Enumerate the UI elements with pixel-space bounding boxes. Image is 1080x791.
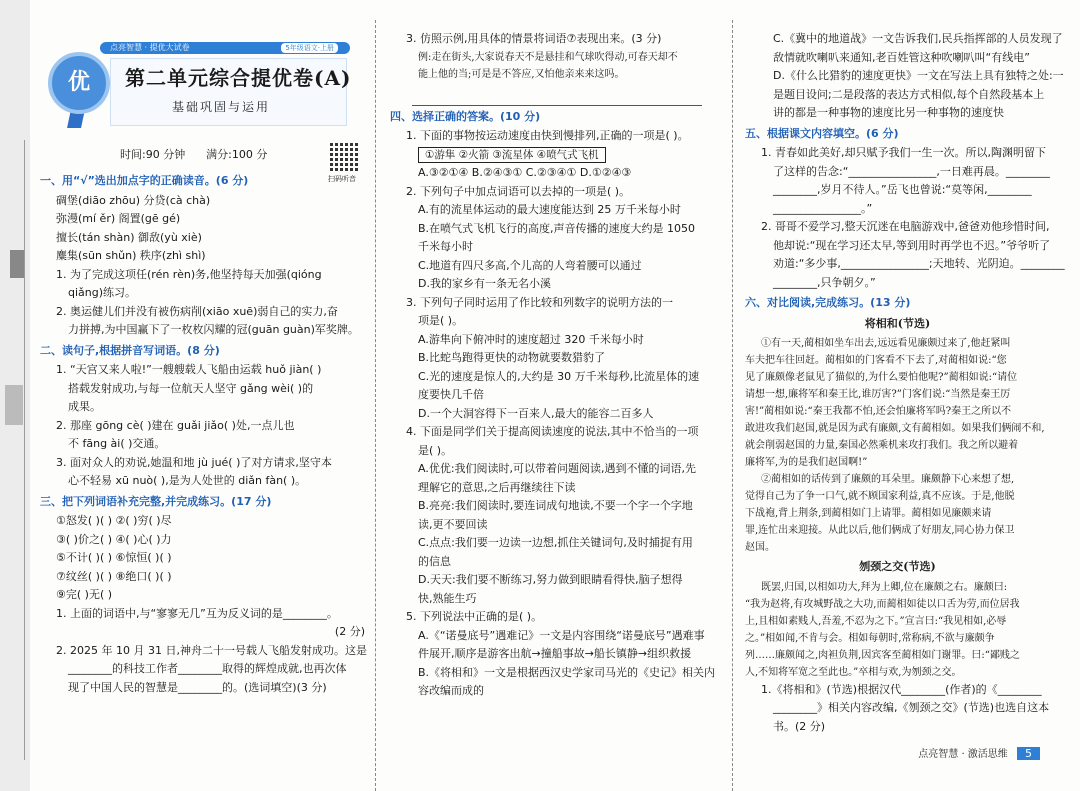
text-line: 车夫把车往回赶。蔺相如的门客看不下去了,对蔺相如说:“您 [745,355,1007,366]
text-line: 请想一想,廉将军和秦王比,谁厉害?”门客们说:“当然是秦王厉 [745,389,1011,400]
passage-title: 刎颈之交(节选) [859,560,936,573]
options-row [390,146,720,165]
text-line: ⑤不计( )( ) ⑥惊恒( )( ) [56,551,172,564]
text-line: 快,熟能生巧 [418,591,477,605]
binding-tag [10,250,24,278]
text-line: ________________。” [773,201,873,215]
text-line: A.游隼向下俯冲时的速度超过 320 千米每小时 [418,332,644,346]
text-line: 不 fāng ài( )交通。 [68,437,166,450]
text-line: 敌情就吹喇叭来通知,老百姓管这种吹喇叭叫“有线电” [773,50,1030,64]
text-line: 的信息 [418,554,451,568]
text-line: 3. 仿照示例,用具体的情景将词语⑦表现出来。(3 分) [406,32,662,45]
binding-margin [0,0,30,791]
text-line: ③( )价之( ) ④( )心( )力 [56,532,172,546]
text-line: 3. 下列句子同时运用了作比较和列数字的说明方法的一 [406,295,673,309]
text-line: “我为赵将,有攻城野战之大功,而蔺相如徒以口舌为劳,而位居我 [745,598,1020,610]
text-line: 2. 下列句子中加点词语可以去掉的一项是( )。 [406,184,631,198]
binding-tag [5,385,23,425]
text-line: A.优优:我们阅读时,可以带着问题阅读,遇到不懂的词语,先 [418,462,697,475]
text-line: 力拼搏,为中国赢下了一枚枚闪耀的冠(guān guàn)军奖牌。 [68,323,359,336]
brand-banner [100,42,350,54]
text-line: 觉得自己为了争一口气,就不顾国家利益,真不应该。于是,他脱 [745,491,1015,502]
text-line: 2. 哥哥不爱学习,整天沉迷在电脑游戏中,爸爸劝他珍惜时间, [761,220,1050,233]
answer-line[interactable] [412,89,702,106]
text-line: D.《什么比猎豹的速度更快》一文在写法上具有独特之处:一 [773,69,1064,82]
passage-title: 将相和(节选) [864,316,931,330]
text-line: 1. 为了完成这项任(rén rèn)务,他坚持每天加强(qióng [56,267,322,281]
banner-hint: 5年级语文·上册 [281,43,338,53]
text-line: 既罢,归国,以相如功大,拜为上卿,位在廉颇之右。廉颇曰: [761,581,1008,593]
text-line: qiǎng)练习。 [68,286,137,299]
text-line: 心不轻易 xū nuò( ),是为人处世的 diǎn fàn( )。 [68,474,307,487]
text-line: 3. 面对众人的劝说,她温和地 jù jué( )了对方请求,坚守本 [56,455,332,469]
page-subtitle: 基础巩固与运用 [172,100,271,114]
text-line: ________的科技工作者________取得的辉煌成就,也再次体 [68,662,347,675]
text-line: ①有一天,蔺相如坐车出去,远远看见廉颇过来了,他赶紧叫 [761,338,1011,349]
text-line: 了这样的告念:“________________,一日难再晨。________ [773,164,1050,178]
text-line: 书。(2 分) [773,719,826,733]
text-line: 4. 下面是同学们关于提高阅读速度的说法,其中不恰当的一项 [406,425,699,438]
text-line: A.③②①④ B.②④③① C.②③④① D.①②④③ [418,166,632,179]
text-line: 度要快几千倍 [418,388,484,401]
text-line: 项是( )。 [418,314,464,327]
text-line: C.点点:我们要一边读一边想,抓住关键词句,及时捕捉有用 [418,536,693,549]
section-heading: 三、把下列词语补充完整,并完成练习。(17 分) [40,494,272,508]
column-left [40,170,365,697]
text-line: B.在喷气式飞机飞行的高度,声音传播的速度大约是 1050 [418,221,696,235]
text-line: B.《将相和》一文是根据西汉史学家司马光的《史记》相关内 [418,665,716,679]
page-title: 第二单元综合提优卷(A) [125,66,352,90]
text-line: 读,更不要回读 [418,517,488,531]
text-line: (2 分) [334,625,365,638]
text-line: 搭载发射成功,与每一位航天人坚守 gǎng wèi( )的 [68,381,314,395]
text-line: 件展开,顺序是游客出航→撞船事故→船长镇静→组织救援 [418,647,692,660]
text-line: 1. 下面的事物按运动速度由快到慢排列,正确的一项是( )。 [406,129,689,142]
text-line: ⑦纹丝( )( ) ⑧绝口( )( ) [56,569,172,583]
fold-line [732,20,733,791]
column-middle [390,30,720,701]
text-line: 廉将军,为的是我们赵国啊!” [745,457,868,468]
text-line: 之。”相如闻,不肯与会。相如每朝时,常称病,不欲与廉颇争 [745,632,995,644]
text-line: 就会削弱赵国的力量,秦国必然乘机来攻打我们。我之所以避着 [745,440,1019,451]
text-line: 赵国。 [745,542,775,553]
text-line: 5. 下列说法中正确的是( )。 [406,610,543,623]
qr-label: 扫码听音 [328,175,356,183]
text-line: 罪,连忙出来迎接。从此以后,他们俩成了好朋友,同心协力保卫 [745,525,1015,536]
text-line: ________,岁月不待人。”岳飞也曾说:“莫等闲,________ [773,183,1032,196]
text-line: A.《“诺曼底号”遇难记》一文是内容围绕“诺曼底号”遇难事 [418,628,705,642]
text-line: ________,只争朝夕。” [773,275,876,289]
text-line: 弥漫(mí ěr) 阁置(gē gé) [56,212,181,225]
brand-banner-text: 点亮智慧 · 提优大试卷 [110,43,190,52]
text-line: D.天天:我们要不断练习,努力做到眼睛看得快,脑子想得 [418,573,683,586]
text-line: D.一个大洞容得下一百来人,最大的能容二百多人 [418,406,654,420]
qr-code-icon[interactable] [330,143,358,171]
text-line: 2. 2025 年 10 月 31 日,神舟二十一号载人飞船发射成功。这是 [56,643,367,657]
text-line: 麋集(sūn shǔn) 秩序(zhì shì) [56,249,206,262]
text-line: D.我的家乡有一条无名小溪 [418,277,551,290]
text-line: 他却说:“现在学习还太早,等到用时再学也不迟。”爷爷听了 [773,238,1051,252]
binding-line [24,140,25,760]
text-line: 人,不知将军宽之至此也。”卒相与欢,为刎颈之交。 [745,666,962,678]
section-heading: 一、用“√”选出加点字的正确读音。(6 分) [40,174,249,187]
footer-brand: 点亮智慧 · 激活思维 [918,749,1008,760]
text-line: A.有的流星体运动的最大速度能达到 25 万千米每小时 [418,203,681,216]
text-line: 成果。 [68,400,101,413]
text-line: 2. 奥运健儿们并没有被伤病削(xiāo xuē)弱自己的实力,奋 [56,304,338,318]
text-line: ①怒发( )( ) ②( )穷( )尽 [56,514,172,527]
text-line: C.光的速度是惊人的,大约是 30 万千米每秒,比流星体的速 [418,369,700,383]
text-line: 能上他的当;可是是不答应,又怕他亲来来这吗。 [418,68,625,80]
text-line: 讲的都是一种事物的速度比另一种事物的速度快 [773,106,1004,119]
column-right [745,30,1065,736]
excellence-badge-icon: 优 [48,52,110,114]
fold-line [375,20,376,791]
text-line: 见了廉颇像老鼠见了猫似的,为什么要怕他呢?”蔺相如说:“请位 [745,372,1018,383]
text-line: 现了中国人民的智慧是________的。(选词填空)(3 分) [68,680,327,694]
options-box: ①游隼 ②火箭 ③流星体 ④喷气式飞机 [418,147,606,163]
text-line: 1.《将相和》(节选)根据汉代________(作者)的《________ [761,682,1042,696]
text-line: 劝道:“多少事,________________;天地转、光阴迫。________ [773,257,1065,270]
time-score-line: 时间:90 分钟 满分:100 分 [120,148,268,161]
text-line: 千米每小时 [418,240,473,253]
text-line: 容改编而成的 [418,684,484,697]
section-heading: 四、选择正确的答案。(10 分) [390,109,541,123]
text-line: B.亮亮:我们阅读时,要连词成句地读,不要一个字一个字地 [418,499,693,512]
text-line: 碉堡(diāo zhōu) 分贷(cà chà) [56,193,211,207]
text-line: C.地道有四尺多高,个儿高的人弯着腰可以通过 [418,258,642,272]
page-footer [918,745,1040,760]
text-line: 害!”蔺相如说:“秦王我都不怕,还会怕廉将军吗?秦王之所以不 [745,406,1012,417]
text-line: 下战袍,背上荆条,到蔺相如门上请罪。蔺相如见廉颇来请 [745,508,992,519]
text-line: 1. 青春如此美好,却只赋予我们一生一次。所以,陶渊明留下 [761,146,1046,159]
text-line: 例:走在街头,大家说春天不是悬挂和气球吹得动,可春天却不 [418,51,678,63]
page-number: 5 [1017,747,1040,760]
text-line: 敢进攻我们赵国,就是因为武有廉颇,文有蔺相如。如果我们俩闹不和, [745,423,1045,434]
section-heading: 二、读句子,根据拼音写词语。(8 分) [40,343,220,357]
text-line: ⑨完( )无( ) [56,588,113,601]
text-line: C.《冀中的地道战》一文告诉我们,民兵指挥部的人员发现了 [773,32,1063,45]
text-line: 上,且相如素贱人,吾羞,不忍为之下。”宣言曰:“我见相如,必辱 [745,615,1007,627]
text-line: ________》相关内容改编,《刎颈之交》(节选)也选自这本 [773,701,1050,714]
text-line: 1. “天宫又来人啦!”一艘艘载人飞船由运载 huǒ jiàn( ) [56,363,322,376]
text-line: ②蔺相如的话传到了廉颇的耳朵里。廉颇静下心来想了想, [761,474,1015,485]
text-line: 是( )。 [418,443,453,457]
text-line: B.比蛇鸟跑得更快的动物就要数猎豹了 [418,351,606,364]
section-heading: 六、对比阅读,完成练习。(13 分) [745,296,911,309]
section-heading: 五、根据课文内容填空。(6 分) [745,126,899,140]
text-line: 2. 那座 gōng cè( )建在 guǎi jiǎo( )处,一点儿也 [56,418,295,432]
text-line: 列……廉颇闻之,肉袒负荆,因宾客至蔺相如门谢罪。曰:“鄙贱之 [745,649,1020,661]
text-line: 1. 上面的词语中,与“寥寥无几”互为反义词的是________。 [56,606,338,620]
text-line: 擅长(tán shàn) 御敌(yù xiè) [56,230,202,244]
text-line: 是题目设问;二是段落的表达方式相似,每个自然段基本上 [773,87,1045,101]
text-line: 理解它的意思,之后再继续往下读 [418,480,576,494]
